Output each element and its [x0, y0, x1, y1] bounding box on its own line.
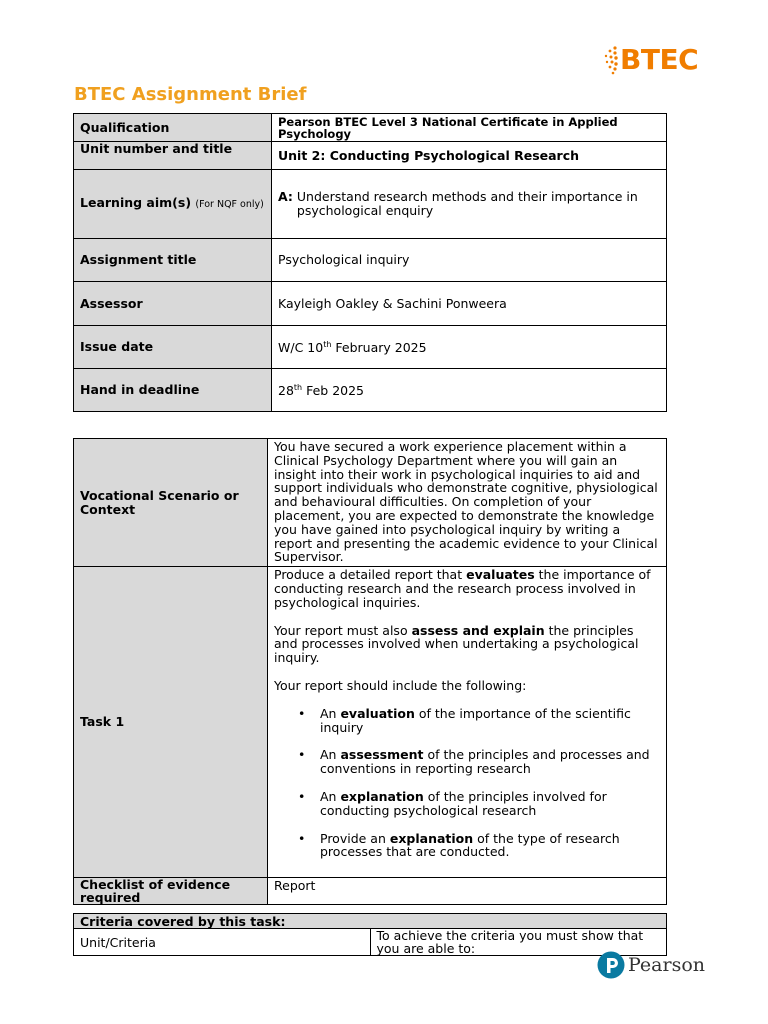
deadline-sup: th: [293, 383, 303, 393]
list-item: • An evaluation of the importance of the scientific inquiry: [298, 705, 631, 735]
btec-logo: [604, 40, 698, 78]
table-row: [74, 142, 667, 170]
assessor-value: Kayleigh Oakley & Sachini Ponweera: [272, 282, 667, 326]
qualification-value: Pearson BTEC Level 3 National Certificate in Applied Psychology: [272, 114, 667, 142]
criteria-table: [73, 913, 667, 956]
learning-aim-value: [272, 170, 667, 239]
issue-date-label: Issue date: [74, 326, 272, 369]
pearson-logo: [597, 951, 705, 979]
learning-aim-note: (For NQF only): [195, 199, 264, 210]
checklist-label: Checklist of evidence required: [74, 878, 268, 905]
assessor-label: Assessor: [74, 282, 272, 326]
task1-content: [268, 567, 667, 878]
table-row: [74, 439, 667, 567]
scenario-text: You have secured a work experience placement within a Clinical Psychology Department where you will gain an insight into their work in psychological inquiries to aid and support individuals who demonstrate cognitive, physiological and behavioural difficulties. On completion of your placement, you are expected to demonstrate the knowledge you have gained into psychological inquiry by writing a report and presenting the academic evidence to your Clinical Supervisor.: [268, 439, 667, 567]
table-row: [74, 282, 667, 326]
table-row: [74, 114, 667, 142]
deadline-suffix: Feb 2025: [302, 383, 365, 399]
task1-paragraph-3: Your report should include the following:: [274, 677, 527, 693]
bullet-icon: •: [298, 705, 306, 721]
pearson-wordmark: Pearson: [628, 954, 706, 976]
scenario-label: Vocational Scenario or Context: [74, 439, 268, 567]
bullet-icon: •: [298, 747, 306, 763]
btec-wordmark: BTEC: [620, 42, 699, 76]
table-row: [74, 878, 667, 905]
learning-aim-text: Understand research methods and their importance in psychological enquiry: [296, 189, 638, 218]
issue-date-value: [272, 326, 667, 369]
list-item: • Provide an explanation of the type of research processes that are conducted.: [298, 830, 620, 860]
checklist-value: Report: [268, 878, 667, 905]
issue-date-sup: th: [323, 340, 332, 350]
learning-aim-label-text: Learning aim(s): [80, 195, 192, 210]
issue-date-prefix: W/C 10: [278, 340, 324, 356]
list-item: • An explanation of the principles involved for conducting psychological research: [298, 788, 607, 818]
deadline-prefix: 28: [278, 383, 294, 399]
table-row: [74, 326, 667, 369]
deadline-value: [272, 369, 667, 412]
unit-label: Unit number and title: [74, 142, 272, 170]
task-table: [73, 438, 667, 905]
table-row: [74, 914, 667, 929]
bullet-icon: •: [298, 788, 306, 804]
task1-label: Task 1: [74, 567, 268, 878]
deadline-label: Hand in deadline: [74, 369, 272, 412]
bullet-icon: •: [298, 830, 306, 846]
task1-paragraph-1: Produce a detailed report that evaluates the importance of conducting research and the research process involved in psychological inquiries.: [274, 567, 651, 610]
table-row: [74, 170, 667, 239]
assignment-title-label: Assignment title: [74, 239, 272, 282]
assignment-title-value: Psychological inquiry: [272, 239, 667, 282]
task1-list: [274, 707, 660, 859]
list-item: • An assessment of the principles and processes and conventions in reporting research: [298, 747, 650, 777]
qualification-label: Qualification: [74, 114, 272, 142]
criteria-col-unit: Unit/Criteria: [74, 929, 371, 956]
assignment-details-table: [73, 113, 667, 412]
learning-aim-label: [74, 170, 272, 239]
criteria-heading: Criteria covered by this task:: [74, 914, 667, 929]
table-row: [74, 567, 667, 878]
page-title: BTEC Assignment Brief: [74, 84, 307, 105]
pearson-icon: [597, 951, 625, 979]
table-row: [74, 929, 667, 956]
task1-paragraph-2: Your report must also assess and explain the principles and processes involved when undertaking a psychological inquiry.: [274, 622, 639, 666]
unit-value: Unit 2: Conducting Psychological Research: [272, 142, 667, 170]
table-row: [74, 239, 667, 282]
learning-aim-key: A:: [278, 189, 293, 204]
table-row: [74, 369, 667, 412]
btec-dots-icon: [604, 43, 618, 75]
issue-date-suffix: February 2025: [331, 340, 427, 356]
criteria-col-achieve: To achieve the criteria you must show that you are able to:: [370, 929, 667, 956]
